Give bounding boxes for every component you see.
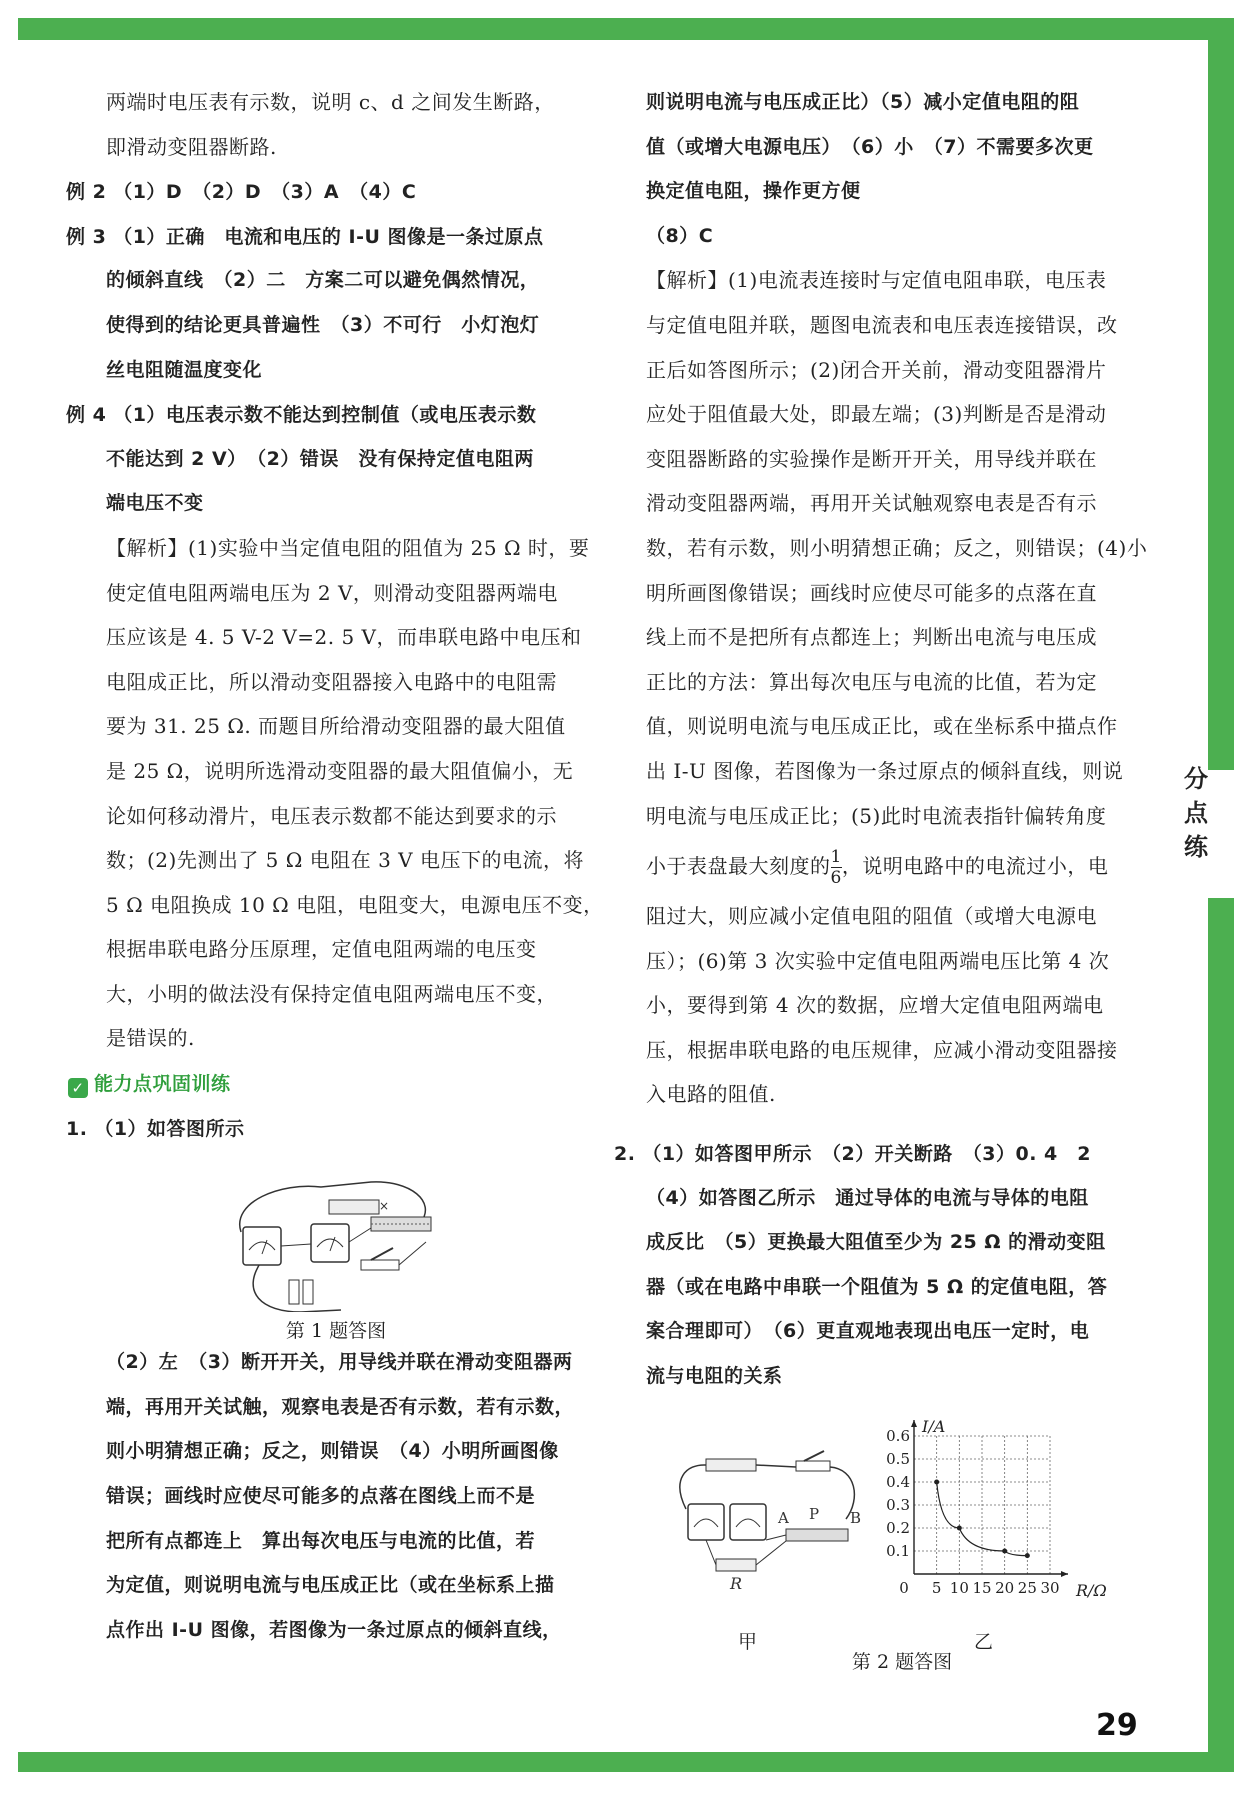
text-line: 成反比 （5）更换最大阻值至少为 25 Ω 的滑动变阻 xyxy=(646,1231,1106,1254)
voltmeter-icon xyxy=(730,1504,766,1540)
text-line: 压）；(6)第 3 次实验中定值电阻两端电压比第 4 次 xyxy=(646,948,1110,973)
question-answer: （1）如答图甲所示 （2）开关断路 （3）0. 4 2 xyxy=(642,1143,1091,1166)
terminal-label: A xyxy=(778,1508,789,1527)
figure-caption: 第 1 题答图 xyxy=(285,1320,387,1343)
x-axis-label: R/Ω xyxy=(1076,1580,1107,1600)
frame-right-bar-lower xyxy=(1208,898,1234,1772)
resistor-icon xyxy=(329,1200,379,1214)
text-fragment: 小于表盘最大刻度的 xyxy=(646,854,831,879)
question-2 xyxy=(614,1131,1178,1176)
switch-icon xyxy=(796,1461,830,1471)
text-line: （2）左 （3）断开开关，用导线并联在滑动变阻器两 xyxy=(106,1351,573,1374)
current-resistance-chart xyxy=(874,1409,1114,1609)
y-tick-label: 0.1 xyxy=(886,1541,910,1560)
text-line: 端电压不变 xyxy=(106,492,204,515)
y-axis-arrow xyxy=(911,1420,917,1427)
text-line: 出 I-U 图像，若图像为一条过原点的倾斜直线，则说 xyxy=(646,758,1124,783)
text-line: 根据串联电路分压原理，定值电阻两端的电压变 xyxy=(106,937,537,962)
text-line: 【解析】(1)电流表连接时与定值电阻串联，电压表 xyxy=(646,268,1107,293)
y-tick-label: 0.4 xyxy=(886,1472,910,1491)
x-tick-label: 15 xyxy=(972,1578,992,1597)
text-fragment: ，说明电路中的电流过小，电 xyxy=(841,854,1109,879)
y-tick-label: 0.5 xyxy=(886,1449,910,1468)
slider-label: P xyxy=(809,1504,820,1523)
text-line: 器（或在电路中串联一个阻值为 5 Ω 的定值电阻，答 xyxy=(646,1275,1108,1298)
figure-caption: 第 2 题答图 xyxy=(851,1650,953,1673)
data-point xyxy=(934,1479,939,1484)
text-line: 点作出 I-U 图像，若图像为一条过原点的倾斜直线， xyxy=(106,1618,562,1641)
analysis-block-continued xyxy=(646,894,1178,1117)
resistor-label: R xyxy=(730,1573,743,1593)
text-line: （4）如答图乙所示 通过导体的电流与导体的电阻 xyxy=(646,1186,1089,1209)
x-tick-label: 0 xyxy=(899,1578,909,1597)
circuit-diagram-jia xyxy=(666,1449,876,1619)
terminal-label: B xyxy=(850,1508,862,1527)
x-tick-label: 30 xyxy=(1040,1578,1060,1597)
text-line: 阻过大，则应减小定值电阻的阻值（或增大电源电 xyxy=(646,904,1097,929)
text-line: 线上而不是把所有点都连上；判断出电流与电压成 xyxy=(646,625,1097,650)
check-icon: ✓ xyxy=(68,1078,88,1098)
text-line: 要为 31. 25 Ω. 而题目所给滑动变阻器的最大阻值 xyxy=(106,714,566,739)
example-answer: （1）正确 电流和电压的 I-U 图像是一条过原点 xyxy=(113,225,544,248)
circuit-diagram-1 xyxy=(221,1162,451,1312)
text-line: 入电路的阻值. xyxy=(646,1082,776,1107)
analysis-block xyxy=(66,526,606,1061)
text-line: 小，要得到第 4 次的数据，应增大定值电阻两端电 xyxy=(646,993,1104,1018)
text-line: 把所有点都连上 算出每次电压与电流的比值，若 xyxy=(106,1529,536,1552)
text-line: 两端时电压表有示数，说明 c、d 之间发生断路， xyxy=(106,90,555,114)
x-tick-label: 20 xyxy=(995,1578,1015,1597)
text-line: 与定值电阻并联，题图电流表和电压表连接错误，改 xyxy=(646,312,1118,337)
text-line: 不能达到 2 V） （2）错误 没有保持定值电阻两 xyxy=(106,447,534,470)
x-axis-arrow xyxy=(1061,1571,1068,1577)
text-line: 流与电阻的关系 xyxy=(646,1365,783,1388)
battery-icon xyxy=(303,1280,313,1304)
page-number: 29 xyxy=(1096,1708,1138,1743)
text-line: 压，根据串联电路的电压规律，应减小滑动变阻器接 xyxy=(646,1037,1118,1062)
figure-label-yi: 乙 xyxy=(974,1630,994,1653)
example-4 xyxy=(66,392,606,437)
figure-2 xyxy=(626,1399,1178,1653)
text-line: 端，再用开关试触，观察电表是否有示数，若有示数， xyxy=(106,1395,575,1418)
text-line: 丝电阻随温度变化 xyxy=(106,358,263,381)
x-tick-label: 5 xyxy=(931,1578,942,1597)
resistor-icon xyxy=(716,1559,756,1571)
text-line: 换定值电阻，操作更方便 xyxy=(646,180,861,203)
fraction-numerator: 1 xyxy=(830,847,842,868)
question-label: 2. xyxy=(614,1143,636,1166)
text-line: 值，则说明电流与电压成正比，或在坐标系中描点作 xyxy=(646,714,1118,739)
example-label: 例 2 xyxy=(66,181,107,204)
ammeter-icon xyxy=(688,1504,724,1540)
side-tab-label: 分点练 xyxy=(1184,765,1208,861)
frame-bottom-bar xyxy=(18,1752,1234,1772)
question-label: 1. xyxy=(66,1117,88,1140)
text-line: 压应该是 4. 5 V-2 V=2. 5 V，而串联电路中电压和 xyxy=(106,625,582,650)
example-answer: （1）D （2）D （3）A （4）C xyxy=(113,181,417,204)
section-title: 能力点巩固训练 xyxy=(94,1073,231,1096)
y-tick-label: 0.3 xyxy=(886,1495,910,1514)
y-axis-label: I/A xyxy=(922,1416,946,1436)
example-3 xyxy=(66,214,606,259)
figure-label-jia: 甲 xyxy=(738,1630,758,1653)
text-line: 即滑动变阻器断路. xyxy=(106,134,277,159)
left-column xyxy=(66,80,606,1652)
y-tick-label: 0.6 xyxy=(886,1426,910,1445)
voltmeter-icon xyxy=(243,1227,281,1265)
fraction xyxy=(831,847,842,888)
battery-icon xyxy=(289,1280,299,1304)
y-tick-label: 0.2 xyxy=(886,1518,910,1537)
text-line: 值（或增大电源电压） （6）小 （7）不需要多次更 xyxy=(646,135,1094,158)
rheostat-icon xyxy=(786,1529,848,1541)
text-line: 电阻成正比，所以滑动变阻器接入电路中的电阻需 xyxy=(106,669,557,694)
svg-text:×: × xyxy=(379,1199,390,1214)
fraction-line xyxy=(646,838,1178,894)
example-label: 例 3 xyxy=(66,225,107,248)
frame-top-bar xyxy=(18,18,1234,40)
text-line: 是 25 Ω，说明所选滑动变阻器的最大阻值偏小，无 xyxy=(106,758,574,783)
example-answer: （1）电压表示数不能达到控制值（或电压表示数 xyxy=(113,404,537,427)
text-line: （8）C xyxy=(646,224,714,247)
text-line: 应处于阻值最大处，即最左端；(3)判断是否是滑动 xyxy=(646,402,1107,427)
data-point xyxy=(957,1525,962,1530)
fraction-denominator: 6 xyxy=(830,868,842,889)
text-line: 【解析】(1)实验中当定值电阻的阻值为 25 Ω 时，要 xyxy=(106,535,590,560)
text-line: 是错误的. xyxy=(106,1026,195,1051)
question-1-continued xyxy=(66,1340,606,1652)
ammeter-icon xyxy=(311,1224,349,1262)
text-line: 大，小明的做法没有保持定值电阻两端电压不变， xyxy=(106,981,557,1006)
text-line: 则小明猜想正确；反之，则错误 （4）小明所画图像 xyxy=(106,1440,559,1463)
text-line: 数；(2)先测出了 5 Ω 电阻在 3 V 电压下的电流，将 xyxy=(106,848,584,873)
text-line: 则说明电流与电压成正比）（5）减小定值电阻的阻 xyxy=(646,91,1080,113)
figure-1 xyxy=(66,1150,606,1343)
text-line: 5 Ω 电阻换成 10 Ω 电阻，电阻变大，电源电压不变， xyxy=(106,892,604,917)
example-label: 例 4 xyxy=(66,404,107,427)
text-line: 使得到的结论更具普遍性 （3）不可行 小灯泡灯 xyxy=(106,313,540,336)
text-line: 滑动变阻器两端，再用开关试触观察电表是否有示 xyxy=(646,491,1097,516)
data-point xyxy=(1025,1553,1030,1558)
right-column xyxy=(614,80,1178,1674)
text-line: 明电流与电压成正比；(5)此时电流表指针偏转角度 xyxy=(646,803,1107,828)
question-answer: （1）如答图所示 xyxy=(94,1117,245,1140)
text-line: 变阻器断路的实验操作是断开开关，用导线并联在 xyxy=(646,446,1097,471)
data-point xyxy=(1002,1548,1007,1553)
text-line: 错误；画线时应使尽可能多的点落在图线上而不是 xyxy=(106,1485,536,1508)
x-tick-label: 10 xyxy=(949,1578,969,1597)
text-line: 正比的方法：算出每次电压与电流的比值，若为定 xyxy=(646,669,1097,694)
text-line: 的倾斜直线 （2）二 方案二可以避免偶然情况， xyxy=(106,269,540,292)
text-line: 使定值电阻两端电压为 2 V，则滑动变阻器两端电 xyxy=(106,580,558,605)
text-line: 明所画图像错误；画线时应使尽可能多的点落在直 xyxy=(646,580,1097,605)
frame-right-bar-upper xyxy=(1208,18,1234,770)
switch-icon xyxy=(361,1260,399,1270)
example-2 xyxy=(66,169,606,214)
section-heading xyxy=(66,1061,606,1106)
text-line: 案合理即可） （6）更直观地表现出电压一定时，电 xyxy=(646,1320,1090,1343)
text-line: 数，若有示数，则小明猜想正确；反之，则错误；(4)小 xyxy=(646,535,1148,560)
text-line: 正后如答图所示；(2)闭合开关前，滑动变阻器滑片 xyxy=(646,357,1107,382)
x-tick-label: 25 xyxy=(1017,1578,1037,1597)
question-1 xyxy=(66,1106,606,1151)
text-line: 为定值，则说明电流与电压成正比（或在坐标系上描 xyxy=(106,1574,555,1597)
text-line: 论如何移动滑片，电压表示数都不能达到要求的示 xyxy=(106,803,557,828)
analysis-block xyxy=(646,258,1178,838)
